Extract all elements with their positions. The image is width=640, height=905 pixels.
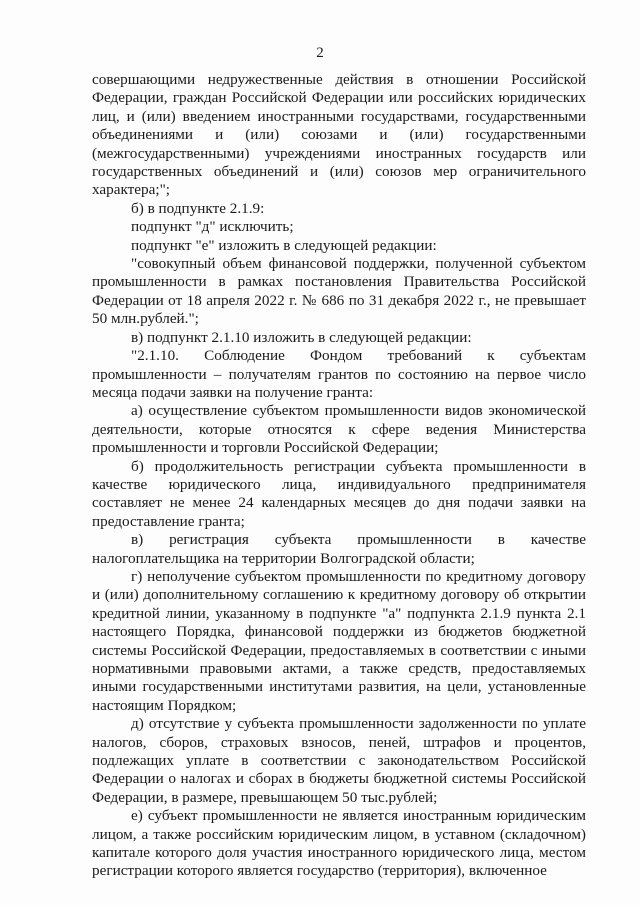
- paragraph: подпункт "д" исключить;: [131, 218, 294, 236]
- document-body: [92, 71, 586, 881]
- paragraph: б) продолжительность регистрации субъекта промышленности в качестве юридического лица, индивидуального предпринимателя составляет не менее 24 календарных месяцев до дня подачи заявки на предоставление гранта;: [92, 457, 586, 530]
- paragraph: подпункт "е" изложить в следующей редакции:: [131, 236, 437, 254]
- paragraph: е) субъект промышленности не является иностранным юридическим лицом, а также российским юридическим лицом, в уставном (складочном) капитале которого доля участия иностранного юридического лица, местом регистрации которого является государство (территория), включенное: [92, 807, 586, 880]
- paragraph: г) неполучение субъектом промышленности по кредитному договору и (или) дополнительному соглашению к кредитному договору об открытии кредитной линии, указанному в подпункте "а" подпункта 2.1.9 пункта 2.1 настоящего Порядка, финансовой поддержки из бюджетов бюджетной системы Российской Федерации, предоставляемых в соответствии с иными нормативными правовыми актами, а также средств, предоставляемых иными государственными институтами развития, на цели, установленные настоящим Порядком;: [92, 567, 586, 714]
- paragraph: совершающими недружественные действия в отношении Российской Федерации, граждан Российской Федерации или российских юридических лиц, и (или) введением иностранными государствами, государственными объединениями и (или) союзами и (или) государственными (межгосударственными) учреждениями иностранных государств или государственных объединений и (или) союзов мер ограничительного характера;";: [92, 71, 586, 199]
- paragraph: б) в подпункте 2.1.9:: [131, 199, 265, 217]
- paragraph: "совокупный объем финансовой поддержки, полученной субъектом промышленности в рамках постановления Правительства Российской Федерации от 18 апреля 2022 г. № 686 по 31 декабря 2022 г., не превышает 50 млн.рублей.";: [92, 255, 586, 328]
- page-number: 2: [316, 45, 324, 61]
- paragraph: в) подпункт 2.1.10 изложить в следующей редакции:: [131, 328, 472, 346]
- paragraph: в) регистрация субъекта промышленности в качестве налогоплательщика на территории Волгоградской области;: [92, 531, 586, 567]
- paragraph: "2.1.10. Соблюдение Фондом требований к субъектам промышленности – получателям грантов по состоянию на первое число месяца подачи заявки на получение гранта:: [92, 347, 586, 401]
- paragraph: а) осуществление субъектом промышленности видов экономической деятельности, которые относятся к сфере ведения Министерства промышленности и торговли Российской Федерации;: [92, 402, 586, 457]
- paragraph: д) отсутствие у субъекта промышленности задолженности по уплате налогов, сборов, страховых взносов, пеней, штрафов и процентов, подлежащих уплате в соответствии с законодательством Российской Федерации о налогах и сборах в бюджеты бюджетной системы Российской Федерации, в размере, превышающем 50 тыс.рублей;: [92, 715, 586, 806]
